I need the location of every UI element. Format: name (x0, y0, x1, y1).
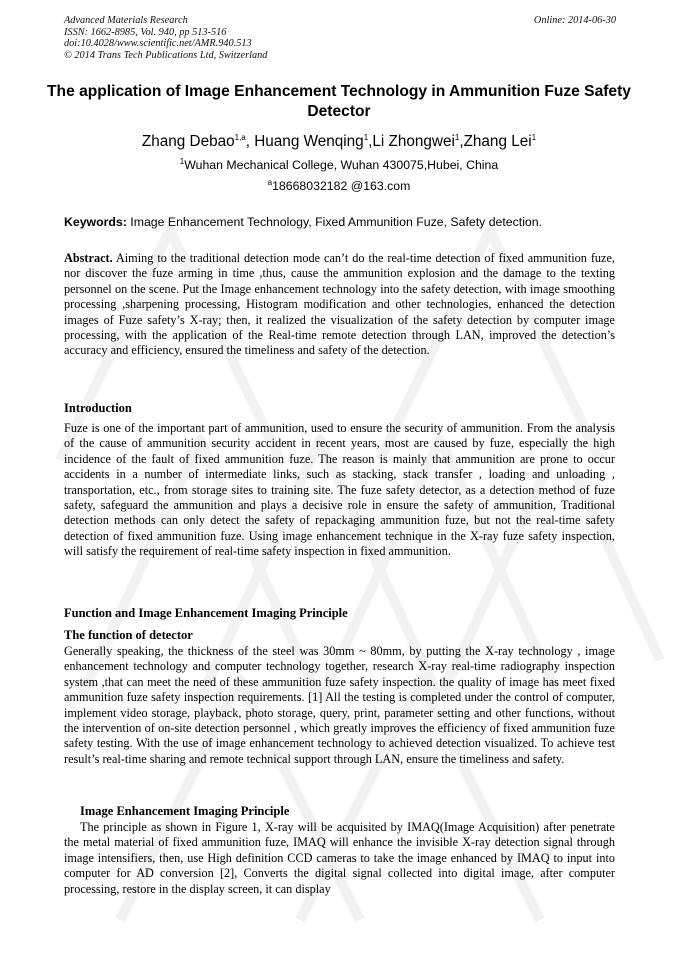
keywords (64, 214, 616, 230)
author-name: Zhang Debao (141, 133, 235, 150)
contact-email (0, 178, 678, 194)
author-superscript: 1 (531, 132, 537, 142)
affiliation (0, 157, 678, 173)
email-superscript: a (267, 177, 273, 187)
imaging-text (64, 820, 615, 897)
author-name: ,Zhang Lei (459, 133, 532, 150)
author-superscript: 1,a (234, 132, 246, 142)
introduction-paragraph: Fuze is one of the important part of ammunition, used to ensure the security of ammunition. From the analysis of the cause of ammunition security accident in recent years, most are caused by fuze, especially the high incidence of the fault of fixed ammunition fuze. The reason is mainly that ammunition are prone to occur accidents in a number of intermediate links, such as stacking, stack transfer , loading and unloading , transportation, etc., from storage sites to training site. The fuze safety detector, as a detection method of fuze safety, safeguard the ammunition and plays a decisive role in ensure the safety of ammunition, Traditional detection methods can only detect the safety of repackaging ammunition fuze, but not the real-time safety detection of fixed ammunition fuze. Using image enhancement technique in the X-ray fuze safety inspection, will satisfy the requirement of real-time safety inspection in fixed ammunition. (64, 421, 615, 559)
doi-line: doi:10.4028/www.scientific.net/AMR.940.513 (64, 38, 252, 49)
abstract (64, 251, 615, 359)
journal-name: Advanced Materials Research (64, 15, 188, 26)
author-superscript: 1 (363, 132, 369, 142)
issn-line: ISSN: 1662-8985, Vol. 940, pp 513-516 (64, 26, 227, 38)
introduction-heading: Introduction (64, 401, 132, 415)
online-date: Online: 2014-06-30 (533, 15, 616, 26)
imaging-paragraph: The principle as shown in Figure 1, X-ray will be acquisited by IMAQ(Image Acquisition) after penetrate the metal material of fixed ammunition fuze, IMAQ will enhance the invisible X-ray detection signal through image intensifiers, then, use High definition CCD cameras to take the image enhanced by IMAQ to input into computer for AD conversion [2], Converts the digital signal collected into digital image, after computer processing, restore in the display screen, it can display (64, 820, 615, 896)
journal-metadata (64, 15, 616, 61)
keywords-label: Keywords: (64, 215, 127, 229)
function-text (64, 644, 615, 767)
keywords-text: Image Enhancement Technology, Fixed Ammunition Fuze, Safety detection. (126, 215, 543, 229)
author-name: ,Li Zhongwei (368, 133, 455, 150)
imaging-principle-heading: Image Enhancement Imaging Principle (80, 804, 290, 818)
introduction-text (64, 421, 615, 560)
copyright-line: © 2014 Trans Tech Publications Ltd, Switzerland (64, 49, 268, 61)
abstract-text: Aiming to the traditional detection mode can’t do the real-time detection of fixed ammunition fuze, nor discover the fuze arming in time ,thus, cause the ammunition explosion and the damage to the texting personnel on the scene. Put the Image enhancement technology into the safety detection, with image smoothing processing ,sharpening processing, Histogram modification and other technologies, enhanced the detection images of Fuze safety’s X-ray; then, it realized the visualization of the safety detection by computer image processing, with the application of the Real-time remote detection through LAN, improved the detection’s accuracy and efficiency, ensured the timeliness and safety of the detection. (64, 251, 615, 358)
author-superscript: 1 (454, 132, 460, 142)
email-text: 18668032182 @163.com (272, 179, 411, 193)
function-paragraph: Generally speaking, the thickness of the steel was 30mm ~ 80mm, by putting the X-ray technology , image enhancement technology and computer technology together, research X-ray real-time radiography inspection system ,that can meet the need of these ammunition fuze safety inspection. the quality of image has meet fixed ammunition fuze safety inspection requirements. [1] All the testing is completed under the control of computer, implement video storage, playback, photo storage, query, print, parameter setting and other functions, without the intervention of on-site detection personnel , which greatly improves the efficiency of fixed ammunition fuze safety testing. With the use of image enhancement technology to achieved detection visualized. To achieve test result’s real-time sharing and remote technical support through LAN, ensure the timeliness and safety. (64, 644, 615, 766)
affiliation-text: Wuhan Mechanical College, Wuhan 430075,Hubei, China (184, 158, 499, 172)
paper-title: The application of Image Enhancement Technology in Ammunition Fuze Safety Detector (47, 83, 631, 120)
affiliation-superscript: 1 (179, 156, 185, 166)
author-name: , Huang Wenqing (245, 133, 364, 150)
function-subheading: The function of detector (64, 628, 193, 642)
author-list (0, 132, 678, 152)
function-section-heading: Function and Image Enhancement Imaging Principle (64, 606, 348, 620)
abstract-label: Abstract. (64, 251, 113, 265)
